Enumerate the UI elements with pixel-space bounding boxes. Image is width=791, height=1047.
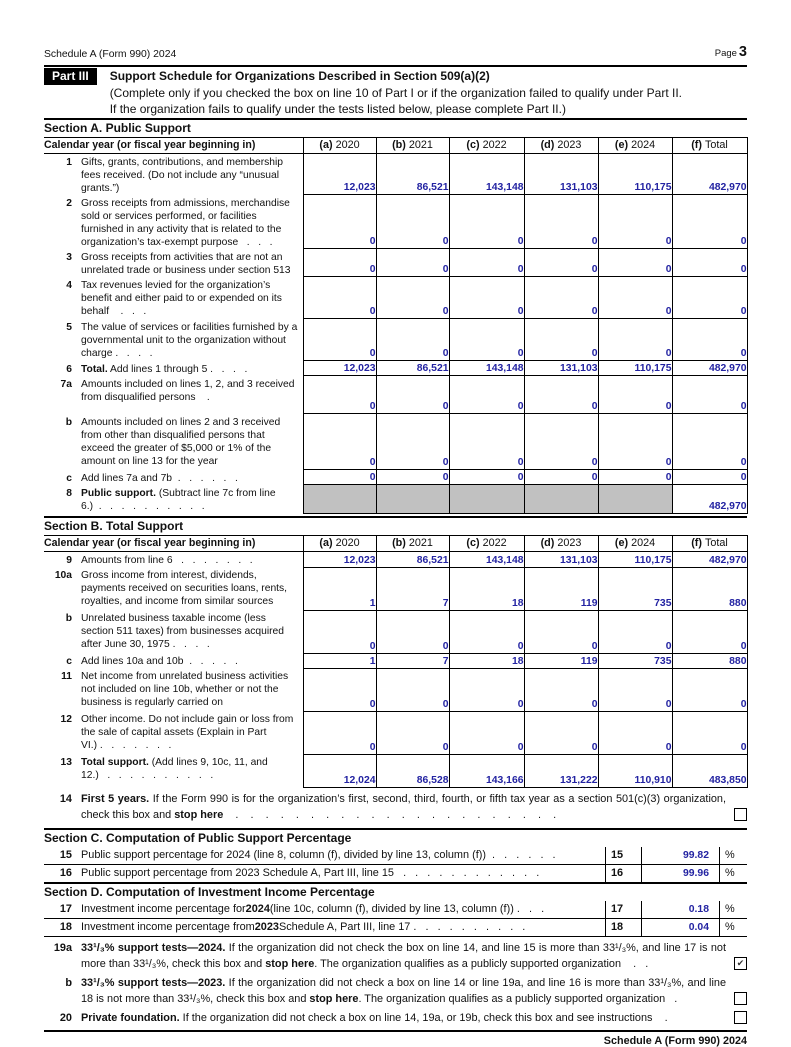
value-cell[interactable]: 0 [449,249,524,277]
value-cell[interactable]: 483,850 [672,754,747,787]
value-cell[interactable]: 0 [303,711,376,754]
line-number: 5 [66,321,72,333]
col-header-a: (a) 2020 [303,536,376,552]
table-row-line5 [44,319,747,361]
value-cell[interactable]: 0 [303,319,376,361]
section-a-table [44,137,748,515]
section-c-header: Section C. Computation of Public Support Percentage [44,828,747,847]
value-cell[interactable]: 0 [598,319,672,361]
part-subtitle-2: If the organization fails to qualify under the tests listed below, please complete Part II.) [109,102,566,116]
row-label: Other income. Do not include gain or loss from the sale of capital assets (Explain in Part VI.) . . . . . . . [81,714,294,751]
row-label: Investment income percentage from 2023 Schedule A, Part III, line 17 . . . . . . . . . . [81,921,526,933]
table-row-line9 [44,552,747,568]
section-a-header: Section A. Public Support [44,118,747,137]
col-header-e: (e) 2024 [598,137,672,153]
value-cell[interactable]: 880 [672,653,747,668]
value-cell[interactable]: 143,148 [449,361,524,376]
value-cell[interactable]: 12,024 [303,754,376,787]
value-cell[interactable]: 0 [524,610,598,653]
value-cell[interactable]: 0 [449,470,524,485]
row-label: Gross receipts from admissions, merchandise sold or services performed, or facilities furnished in any activity that is related to the organization’s tax-exempt purpose . . . [81,197,290,248]
value-cell[interactable]: 0 [449,277,524,319]
col-header-e: (e) 2024 [598,536,672,552]
value-cell[interactable]: 0 [376,319,449,361]
value-cell[interactable]: 143,166 [449,754,524,787]
value-cell[interactable]: 0 [376,610,449,653]
row-label: Unrelated business taxable income (less section 511 taxes) from businesses acquired after June 30, 1975 . . . . [81,613,284,650]
table-row-line3 [44,249,747,277]
page-header [44,44,747,60]
col-header-f: (f) Total [672,536,747,552]
line-number: 8 [66,487,72,499]
percent-sign: % [725,849,735,861]
line-number: b [65,613,72,624]
col-header-d: (d) 2023 [524,137,598,153]
table-row-line2 [44,195,747,249]
value-cell[interactable]: 0 [303,668,376,711]
value-cell[interactable]: 0 [303,277,376,319]
value-cell[interactable]: 0 [376,249,449,277]
part-iii-header [44,65,747,118]
value-cell[interactable]: 1 [303,567,376,610]
value-cell[interactable]: 0 [672,610,747,653]
col-header-c: (c) 2022 [449,536,524,552]
value-cell[interactable]: 0 [376,195,449,249]
line-number: 15 [59,849,72,861]
section-d-header: Section D. Computation of Investment Income Percentage [44,882,747,901]
value-cell[interactable]: 0 [672,668,747,711]
footer-rule [44,1030,747,1032]
line-ref-box: 17 [605,901,642,918]
value-cell[interactable]: 110,910 [598,754,672,787]
value-cell[interactable]: 131,222 [524,754,598,787]
table-row-line7c [44,470,747,485]
table-row-line1 [44,153,747,195]
col-header-b: (b) 2021 [376,536,449,552]
row-label: Add lines 7a and 7b . . . . . . [81,472,238,484]
value-cell[interactable]: 119 [524,567,598,610]
value-cell[interactable]: 0 [376,470,449,485]
value-cell[interactable]: 0 [524,414,598,470]
line-18-row [44,919,747,937]
line-20-checkbox[interactable] [734,1011,747,1024]
line-14 [44,791,747,828]
value-cell[interactable]: 0 [598,249,672,277]
shaded-cell [598,485,672,514]
row-label: Gross income from interest, dividends, payments received on securities loans, rents, royalties, and income from similar sources [81,570,288,607]
line-number: 10a [54,570,72,581]
line-number: 12 [60,714,72,725]
shaded-cell [376,485,449,514]
row-label: Amounts included on lines 1, 2, and 3 received from disqualified persons . [81,378,295,403]
percent-sign: % [725,903,735,915]
value-cell[interactable]: 0 [672,319,747,361]
row-label: The value of services or facilities furnished by a governmental unit to the organization without charge . . . . [81,321,298,359]
value-cell[interactable]: 0 [303,195,376,249]
line-number: 18 [59,921,72,933]
percentage-value[interactable]: 99.96 [642,865,720,882]
value-cell[interactable]: 735 [598,653,672,668]
table-row-line11 [44,668,747,711]
row-label: Net income from unrelated business activities not included on line 10b, whether or not the business is regularly carried on [81,671,289,708]
shaded-cell [303,485,376,514]
col-header-a: (a) 2020 [303,137,376,153]
footer-form-id: Schedule A (Form 990) 2024 [603,1034,747,1047]
section-b-table [44,535,748,788]
row-label: Public support percentage from 2023 Schedule A, Part III, line 15 . . . . . . . . . . . . [81,867,540,879]
calendar-year-header: Calendar year (or fiscal year beginning in) [44,137,303,153]
value-cell[interactable]: 0 [449,668,524,711]
line-ref-box: 16 [605,865,642,882]
line-number: 19a [53,941,72,954]
line-ref-box: 18 [605,919,642,936]
line-20-text: Private foundation. If the organization did not check a box on line 14, 19a, or 19b, check this box and see instructions . [81,1011,668,1024]
table-row-line4 [44,277,747,319]
value-cell[interactable]: 0 [449,319,524,361]
percentage-value[interactable]: 99.82 [642,847,720,864]
value-cell[interactable]: 0 [524,249,598,277]
value-cell[interactable]: 0 [672,376,747,414]
row-label: Total. Add lines 1 through 5 . . . . [81,363,248,375]
value-cell[interactable]: 0 [376,277,449,319]
value-cell[interactable]: 0 [598,376,672,414]
line-number: 4 [66,279,72,291]
value-cell[interactable]: 880 [672,567,747,610]
value-cell[interactable]: 86,521 [376,153,449,195]
table-row-line10a [44,567,747,610]
value-cell[interactable]: 7 [376,653,449,668]
line-number: 1 [66,156,72,168]
value-cell[interactable]: 482,970 [672,485,747,514]
value-cell[interactable]: 110,175 [598,153,672,195]
line-14-text: First 5 years. If the Form 990 is for the organization’s first, second, third, fourth, or fifth tax year as a section 501(c)(3) organization, check this box and stop here . . . . . . . . . . . . . . . . . . . . . . [81,792,726,821]
line-19a-checkbox-checked[interactable]: ✔ [734,957,747,970]
table-row-line7b [44,414,747,470]
value-cell[interactable]: 482,970 [672,361,747,376]
line-number: c [66,656,72,667]
value-cell[interactable]: 0 [598,414,672,470]
section-b-header: Section B. Total Support [44,516,747,535]
value-cell[interactable]: 0 [672,470,747,485]
line-20 [44,1010,747,1026]
value-cell[interactable]: 110,175 [598,361,672,376]
value-cell[interactable]: 86,521 [376,361,449,376]
value-cell[interactable]: 0 [672,277,747,319]
value-cell[interactable]: 12,023 [303,153,376,195]
line-14-checkbox[interactable] [734,808,747,821]
row-label: Tax revenues levied for the organization’s benefit and either paid to or expended on its behalf . . . [81,279,282,317]
value-cell[interactable]: 18 [449,653,524,668]
value-cell[interactable]: 0 [303,470,376,485]
line-number: 16 [59,867,72,879]
col-header-c: (c) 2022 [449,137,524,153]
value-cell[interactable]: 119 [524,653,598,668]
line-19b-checkbox[interactable] [734,992,747,1005]
value-cell[interactable]: 482,970 [672,153,747,195]
line-16-row [44,865,747,882]
line-15-row [44,847,747,865]
line-ref-box: 15 [605,847,642,864]
value-cell[interactable]: 735 [598,567,672,610]
line-number: 20 [59,1011,72,1024]
value-cell[interactable]: 0 [524,470,598,485]
row-label: Gross receipts from activities that are not an unrelated trade or business under section 513 [81,251,291,276]
value-cell[interactable]: 0 [524,711,598,754]
value-cell[interactable]: 131,103 [524,552,598,568]
percentage-value[interactable]: 0.18 [642,901,720,918]
value-cell[interactable]: 0 [524,195,598,249]
value-cell[interactable]: 12,023 [303,552,376,568]
value-cell[interactable]: 131,103 [524,361,598,376]
value-cell[interactable]: 0 [672,711,747,754]
value-cell[interactable]: 0 [303,376,376,414]
row-label: Add lines 10a and 10b . . . . . [81,656,238,667]
line-19a-text: 33¹/₃% support tests—2024. If the organization did not check the box on line 14, and line 15 is more than 33¹/₃%, and line 17 is not more than 33¹/₃%, check this box and stop here. The organization qualifies as a publicly supported organization . . [81,941,726,970]
value-cell[interactable]: 0 [598,195,672,249]
value-cell[interactable]: 0 [598,610,672,653]
value-cell[interactable]: 0 [672,195,747,249]
part-title: Support Schedule for Organizations Described in Section 509(a)(2) [109,69,490,83]
value-cell[interactable]: 0 [598,470,672,485]
value-cell[interactable]: 0 [524,319,598,361]
row-label: Public support. (Subtract line 7c from line 6.) . . . . . . . . . . [81,487,276,512]
value-cell[interactable]: 0 [598,668,672,711]
value-cell[interactable]: 0 [598,711,672,754]
value-cell[interactable]: 143,148 [449,552,524,568]
row-label: Investment income percentage for 2024 (line 10c, column (f), divided by line 13, column (f)) . . . [81,903,545,915]
value-cell[interactable]: 0 [672,249,747,277]
percentage-value[interactable]: 0.04 [642,919,720,936]
value-cell[interactable]: 0 [598,277,672,319]
table-row-line8 [44,485,747,514]
calendar-year-header: Calendar year (or fiscal year beginning in) [44,536,303,552]
value-cell[interactable]: 0 [303,249,376,277]
table-row-line6 [44,361,747,376]
header-form-id: Schedule A (Form 990) 2024 [44,49,177,60]
table-row-line12 [44,711,747,754]
col-header-f: (f) Total [672,137,747,153]
value-cell[interactable]: 12,023 [303,361,376,376]
value-cell[interactable]: 0 [672,414,747,470]
table-row-line13 [44,754,747,787]
row-label: Amounts included on lines 2 and 3 received from other than disqualified persons that exceed the greater of $5,000 or 1% of the amount on line 13 for the year [81,416,281,467]
percent-sign: % [725,867,735,879]
value-cell[interactable]: 0 [303,414,376,470]
value-cell[interactable]: 0 [449,376,524,414]
column-header-row [44,137,747,153]
value-cell[interactable]: 0 [376,376,449,414]
line-number: 17 [59,903,72,915]
part-title-block [110,68,682,118]
row-label: Total support. (Add lines 9, 10c, 11, and 12.) . . . . . . . . . . [81,757,268,781]
value-cell[interactable]: 131,103 [524,153,598,195]
column-header-row [44,536,747,552]
value-cell[interactable]: 0 [303,610,376,653]
value-cell[interactable]: 0 [524,376,598,414]
value-cell[interactable]: 86,521 [376,552,449,568]
line-number: 6 [66,363,72,375]
part-badge: Part III [44,68,97,85]
shaded-cell [524,485,598,514]
col-header-d: (d) 2023 [524,536,598,552]
value-cell[interactable]: 143,148 [449,153,524,195]
value-cell[interactable]: 0 [376,668,449,711]
line-number: 2 [66,197,72,209]
line-number: 9 [66,555,72,566]
value-cell[interactable]: 0 [449,711,524,754]
value-cell[interactable]: 1 [303,653,376,668]
value-cell[interactable]: 110,175 [598,552,672,568]
percent-sign: % [725,921,735,933]
line-number: b [65,976,72,989]
line-19b [44,975,747,1007]
row-label: Public support percentage for 2024 (line 8, column (f), divided by line 13, column (f)) . . . . . . [81,849,556,861]
table-row-line10b [44,610,747,653]
page-number: Page 3 [714,44,747,60]
value-cell[interactable]: 0 [449,610,524,653]
shaded-cell [449,485,524,514]
line-number: 14 [59,792,72,805]
value-cell[interactable]: 482,970 [672,552,747,568]
value-cell[interactable]: 0 [376,711,449,754]
line-number: 11 [61,671,72,682]
line-number: 3 [66,251,72,263]
row-label: Amounts from line 6 . . . . . . . [81,555,253,566]
col-header-b: (b) 2021 [376,137,449,153]
line-number: b [65,416,72,428]
value-cell[interactable]: 0 [449,195,524,249]
line-17-row [44,901,747,919]
row-label: Gifts, grants, contributions, and membership fees received. (Do not include any “unusual grants.”) [81,156,284,194]
table-row-line10c [44,653,747,668]
part-subtitle-1: (Complete only if you checked the box on line 10 of Part I or if the organization failed to qualify under Part II. [109,85,683,100]
line-19b-text: 33¹/₃% support tests—2023. If the organization did not check a box on line 14 or line 19a, and line 16 is more than 33¹/₃%, and line 18 is not more than 33¹/₃%, check this box and stop here. The organization qualifies as a publicly supported organization . [81,976,727,1005]
line-number: c [66,472,72,484]
value-cell[interactable]: 0 [524,668,598,711]
value-cell[interactable]: 7 [376,567,449,610]
line-number: 7a [60,378,72,390]
line-19a [44,940,747,972]
value-cell[interactable]: 86,528 [376,754,449,787]
value-cell[interactable]: 0 [449,414,524,470]
value-cell[interactable]: 0 [376,414,449,470]
value-cell[interactable]: 18 [449,567,524,610]
table-row-line7a [44,376,747,414]
value-cell[interactable]: 0 [524,277,598,319]
line-number: 13 [60,757,72,768]
